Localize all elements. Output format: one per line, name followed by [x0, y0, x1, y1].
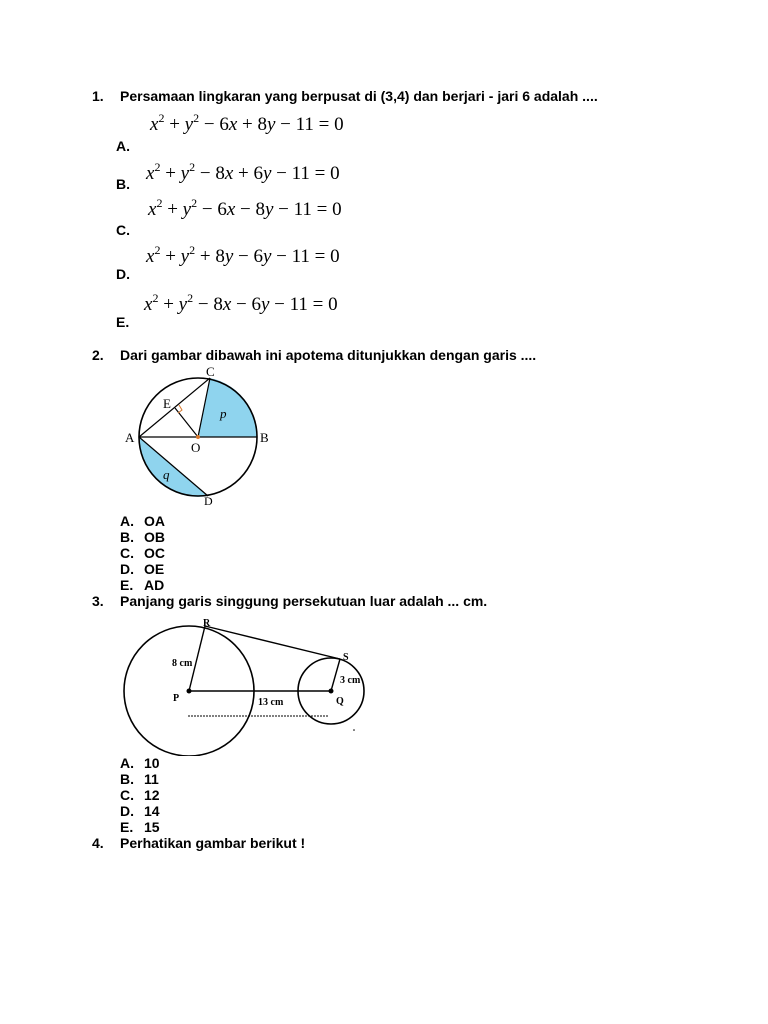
q2-option-c[interactable]: C. OC [120, 545, 165, 561]
point-o-label: O [191, 440, 201, 455]
point-e-label: E [163, 396, 171, 411]
q3-option-e[interactable]: E. 15 [120, 819, 160, 835]
question-number: 4. [92, 835, 104, 851]
circle-apothem-figure [118, 364, 278, 514]
region-p-label: p [220, 406, 227, 421]
question-3 [92, 593, 487, 609]
option-label-e[interactable]: E. [116, 314, 130, 330]
equation-c: $x^2 + y^2 - 6x - 8y - 11 = 0$ [148, 196, 342, 220]
question-text: Perhatikan gambar berikut ! [120, 835, 306, 851]
q2-option-a[interactable]: A. OA [120, 513, 165, 529]
region-q-label: q [163, 467, 170, 482]
q3-option-a[interactable]: A. 10 [120, 755, 160, 771]
q2-option-b[interactable]: B. OB [120, 529, 165, 545]
question-number: 2. [92, 347, 104, 363]
equation-d: $x^2 + y^2 + 8y - 6y - 11 = 0$ [146, 243, 340, 267]
point-q-label: Q [336, 696, 344, 707]
equation-e: $x^2 + y^2 - 8x - 6y - 11 = 0$ [144, 291, 338, 315]
q3-option-c[interactable]: C. 12 [120, 787, 160, 803]
sector-p [198, 378, 257, 437]
question-text: Panjang garis singgung persekutuan luar adalah ... cm. [120, 593, 488, 609]
point-p-label: P [173, 693, 180, 704]
option-label-b[interactable]: B. [116, 176, 130, 192]
distance-13-label: 13 cm [258, 697, 284, 708]
question-text: Persamaan lingkaran yang berpusat di (3,4) dan berjari - jari 6 adalah .... [120, 88, 598, 104]
radius-qs [331, 659, 340, 691]
equation-a: $x^2 + y^2 - 6x + 8y - 11 = 0$ [150, 111, 344, 135]
tangent-rs [205, 626, 340, 659]
point-a-label: A [125, 430, 135, 445]
radius-8-label: 8 cm [172, 658, 193, 669]
point-r-label: R [203, 618, 211, 629]
point-b-label: B [260, 430, 269, 445]
question-text: Dari gambar dibawah ini apotema ditunjukkan dengan garis .... [120, 347, 537, 363]
equation-b: $x^2 + y^2 - 8x + 6y - 11 = 0$ [146, 160, 340, 184]
option-label-a[interactable]: A. [116, 138, 130, 154]
q2-option-d[interactable]: D. OE [120, 561, 165, 577]
point-s-label: S [343, 652, 349, 663]
dot-mark [353, 729, 355, 731]
q3-option-d[interactable]: D. 14 [120, 803, 160, 819]
point-c-label: C [206, 364, 215, 379]
option-label-c[interactable]: C. [116, 222, 130, 238]
option-label-d[interactable]: D. [116, 266, 130, 282]
tangent-circles-figure [118, 612, 370, 756]
question-number: 3. [92, 593, 104, 609]
q3-option-b[interactable]: B. 11 [120, 771, 159, 787]
question-2 [92, 347, 536, 363]
question-number: 1. [92, 88, 104, 104]
center-point [196, 435, 200, 439]
question-1 [92, 88, 598, 104]
point-q [329, 689, 334, 694]
point-d-label: D [204, 494, 213, 508]
point-p [187, 689, 192, 694]
q2-option-e[interactable]: E. AD [120, 577, 165, 593]
question-4 [92, 835, 305, 851]
radius-3-label: 3 cm [340, 675, 361, 686]
